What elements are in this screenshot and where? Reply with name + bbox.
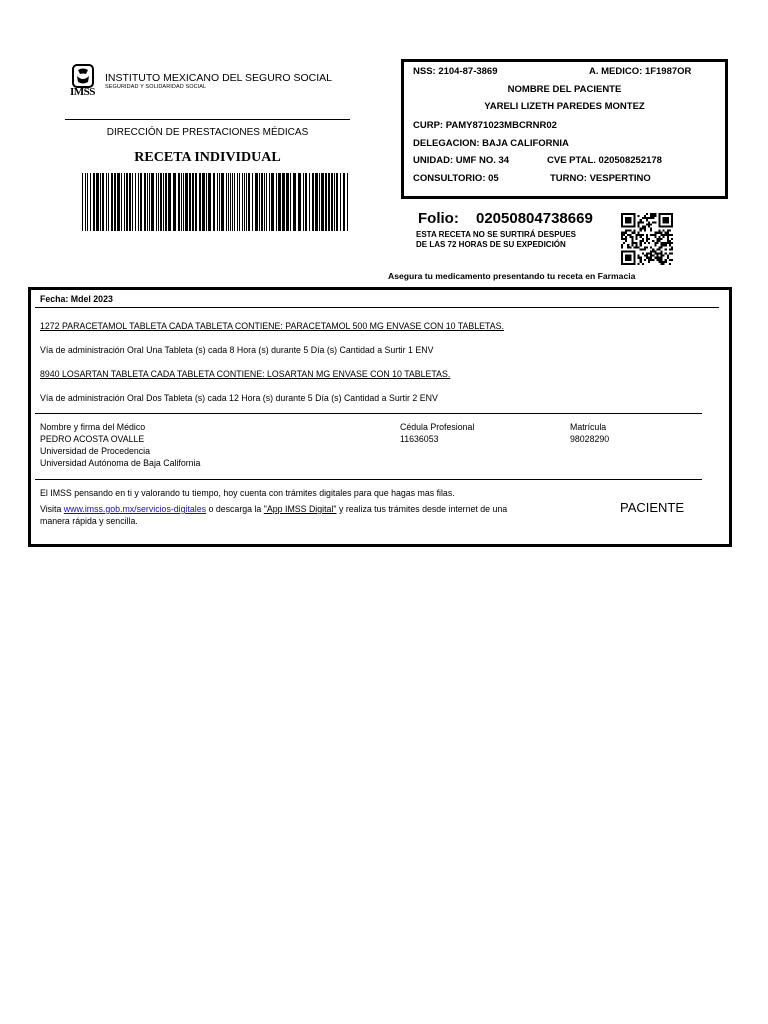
footer-divider — [35, 479, 702, 480]
imss-logo-text: IMSS — [70, 86, 95, 98]
medication-instructions: Vía de administración Oral Una Tableta (s) cada 8 Hora (s) durante 5 Día (s) Cantidad a Surtir 1 ENV — [40, 345, 434, 355]
matricula-label: Matrícula — [570, 422, 607, 432]
patient-info-box — [401, 59, 728, 199]
pharmacy-notice: Asegura tu medicamento presentando tu receta en Farmacia — [388, 271, 636, 281]
institution-name: INSTITUTO MEXICANO DEL SEGURO SOCIAL — [105, 72, 332, 84]
copy-type-label: PACIENTE — [620, 500, 685, 515]
medication-instructions: Vía de administración Oral Dos Tableta (s) cada 12 Hora (s) durante 5 Día (s) Cantidad a Surtir 2 ENV — [40, 393, 438, 403]
mid-text: o descarga la — [206, 504, 264, 514]
medication-name: 1272 PARACETAMOL TABLETA CADA TABLETA CONTIENE: PARACETAMOL 500 MG ENVASE CON 10 TABLETAS. — [40, 321, 504, 331]
delegacion: DELEGACION: BAJA CALIFORNIA — [413, 138, 569, 149]
tail-text: y realiza tus trámites desde internet de una — [336, 504, 508, 514]
doctor-block — [40, 421, 200, 469]
folio-label: Folio: — [418, 210, 459, 227]
qr-code — [621, 213, 673, 265]
medico: A. MEDICO: 1F1987OR — [589, 66, 692, 77]
prescription-date: Fecha: Mdel 2023 — [40, 294, 113, 304]
doctor-name: PEDRO ACOSTA OVALLE — [40, 434, 145, 444]
cedula-label: Cédula Profesional — [400, 422, 475, 432]
nss: NSS: 2104-87-3869 — [413, 66, 498, 77]
institution-subtitle: SEGURIDAD Y SOLIDARIDAD SOCIAL — [105, 84, 207, 90]
visita-text: Visita — [40, 504, 64, 514]
curp: CURP: PAMY871023MBCRNR02 — [413, 120, 557, 131]
patient-name-label: NOMBRE DEL PACIENTE — [507, 84, 622, 95]
digital-services-line3: manera rápida y sencilla. — [40, 516, 138, 526]
university-label: Universidad de Procedencia — [40, 446, 151, 456]
unidad: UNIDAD: UMF NO. 34 — [413, 155, 510, 166]
cedula-value: 11636053 — [400, 434, 439, 444]
document-title: RECETA INDIVIDUAL — [134, 150, 281, 165]
matricula-value: 98028290 — [570, 434, 610, 444]
folio-note-line2: DE LAS 72 HORAS DE SU EXPEDICIÓN — [416, 240, 566, 249]
folio-number: 02050804738669 — [476, 210, 593, 227]
app-imss-link[interactable]: "App IMSS Digital" — [263, 504, 337, 514]
medication-name: 8940 LOSARTAN TABLETA CADA TABLETA CONTIENE: LOSARTAN MG ENVASE CON 10 TABLETAS. — [40, 369, 451, 379]
doctor-divider — [35, 413, 702, 414]
barcode — [80, 173, 350, 231]
cedula-block — [400, 421, 474, 445]
cve-ptal: CVE PTAL. 020508252178 — [547, 155, 662, 166]
digital-services-text: El IMSS pensando en ti y valorando tu tiempo, hoy cuenta con trámites digitales para que hagas mas filas. — [40, 488, 455, 498]
digital-services-link[interactable]: www.imss.gob.mx/servicios-digitales — [63, 504, 207, 514]
matricula-block — [570, 421, 609, 445]
patient-name: YARELI LIZETH PAREDES MONTEZ — [484, 101, 645, 112]
header-divider — [65, 119, 350, 120]
folio-note — [416, 230, 606, 250]
consultorio: CONSULTORIO: 05 — [413, 173, 499, 184]
direccion-label: DIRECCIÓN DE PRESTACIONES MÉDICAS — [106, 127, 309, 138]
turno: TURNO: VESPERTINO — [550, 173, 651, 184]
digital-services-line — [40, 503, 507, 515]
doctor-label: Nombre y firma del Médico — [40, 422, 146, 432]
folio-note-line1: ESTA RECETA NO SE SURTIRÁ DESPUES — [416, 230, 577, 239]
university-name: Universidad Autónoma de Baja California — [40, 458, 201, 468]
prescription-divider — [35, 307, 719, 308]
